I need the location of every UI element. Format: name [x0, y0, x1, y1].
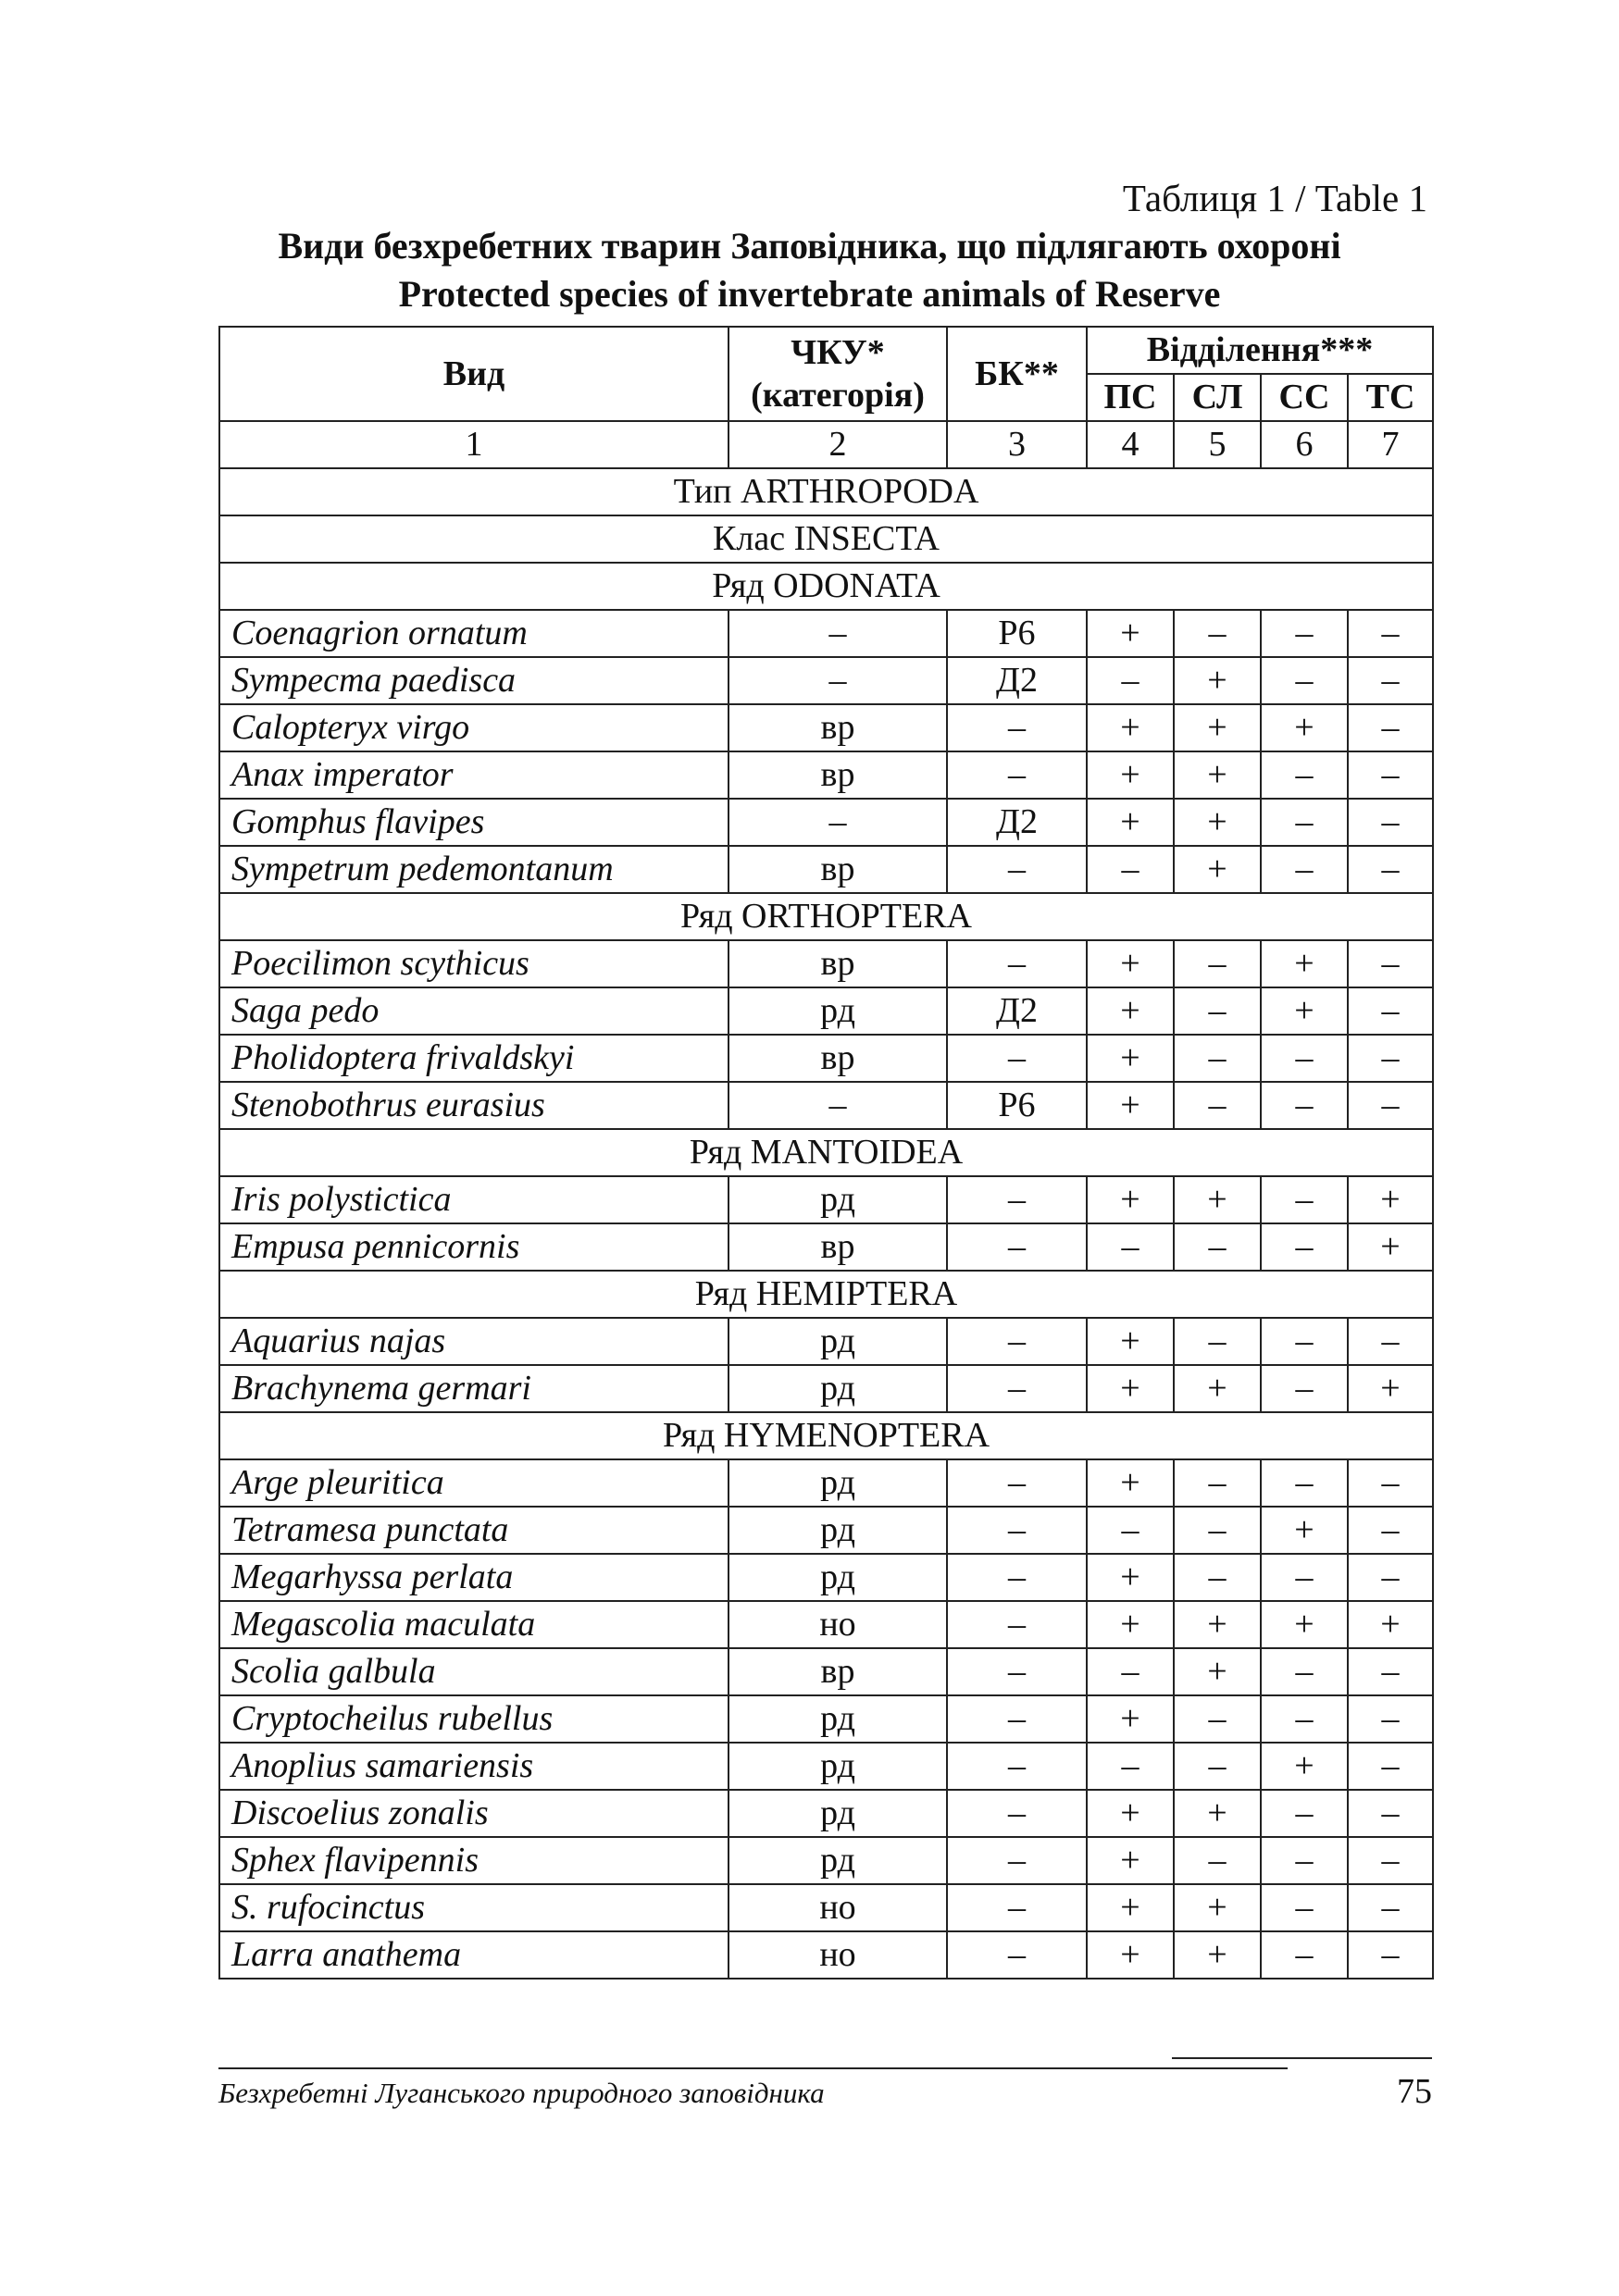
taxon-group-label: Ряд ODONATA	[219, 563, 1433, 610]
taxon-group-label: Клас INSECTA	[219, 515, 1433, 563]
dept-ps: +	[1087, 751, 1174, 799]
cku-category: вр	[729, 704, 947, 751]
species-name: Gomphus flavipes	[219, 799, 729, 846]
species-row	[219, 1648, 1433, 1695]
dept-ts: +	[1348, 1176, 1433, 1223]
dept-ss: –	[1261, 1365, 1348, 1412]
dept-ss: –	[1261, 1790, 1348, 1837]
species-row	[219, 1837, 1433, 1884]
bk-category: –	[947, 1507, 1087, 1554]
species-name: Iris polystictica	[219, 1176, 729, 1223]
dept-ss: –	[1261, 1459, 1348, 1507]
footer-rule	[218, 2067, 1288, 2069]
dept-sl: –	[1174, 1459, 1261, 1507]
taxon-group-row	[219, 563, 1433, 610]
dept-sl: –	[1174, 940, 1261, 987]
species-row	[219, 1223, 1433, 1271]
cku-category: вр	[729, 846, 947, 893]
header-bk: БК**	[947, 327, 1087, 421]
dept-ss: –	[1261, 1223, 1348, 1271]
species-row	[219, 1554, 1433, 1601]
species-name: Empusa pennicornis	[219, 1223, 729, 1271]
bk-category: –	[947, 751, 1087, 799]
dept-ts: –	[1348, 1648, 1433, 1695]
bk-category: –	[947, 1601, 1087, 1648]
header-dept-ss: СС	[1261, 374, 1348, 421]
dept-ss: +	[1261, 987, 1348, 1035]
dept-ps: –	[1087, 1648, 1174, 1695]
species-name: Saga pedo	[219, 987, 729, 1035]
species-name: Sympetrum pedemontanum	[219, 846, 729, 893]
header-cku-line1: ЧКУ*	[791, 333, 885, 372]
dept-ss: –	[1261, 1035, 1348, 1082]
dept-ps: +	[1087, 940, 1174, 987]
dept-sl: +	[1174, 1648, 1261, 1695]
dept-ps: +	[1087, 1365, 1174, 1412]
dept-sl: +	[1174, 1176, 1261, 1223]
bk-category: –	[947, 1884, 1087, 1931]
dept-ps: +	[1087, 1459, 1174, 1507]
bk-category: –	[947, 704, 1087, 751]
cku-category: но	[729, 1601, 947, 1648]
dept-sl: –	[1174, 1695, 1261, 1743]
header-dept-ts: ТС	[1348, 374, 1433, 421]
dept-ts: –	[1348, 846, 1433, 893]
column-number: 3	[947, 421, 1087, 468]
dept-ps: +	[1087, 987, 1174, 1035]
footer-rule-short	[1172, 2057, 1432, 2059]
cku-category: рд	[729, 987, 947, 1035]
dept-sl: +	[1174, 1931, 1261, 1979]
cku-category: вр	[729, 1035, 947, 1082]
taxon-group-row	[219, 1129, 1433, 1176]
taxon-group-row	[219, 468, 1433, 515]
dept-ts: –	[1348, 1318, 1433, 1365]
species-row	[219, 1176, 1433, 1223]
bk-category: –	[947, 1743, 1087, 1790]
taxon-group-row	[219, 1271, 1433, 1318]
bk-category: –	[947, 1176, 1087, 1223]
cku-category: вр	[729, 1223, 947, 1271]
dept-ps: +	[1087, 1318, 1174, 1365]
species-name: S. rufocinctus	[219, 1884, 729, 1931]
species-row	[219, 704, 1433, 751]
cku-category: рд	[729, 1507, 947, 1554]
cku-category: –	[729, 610, 947, 657]
taxon-group-label: Ряд HEMIPTERA	[219, 1271, 1433, 1318]
dept-ps: +	[1087, 1176, 1174, 1223]
species-name: Cryptocheilus rubellus	[219, 1695, 729, 1743]
species-row	[219, 610, 1433, 657]
bk-category: –	[947, 1459, 1087, 1507]
dept-sl: +	[1174, 846, 1261, 893]
dept-ps: –	[1087, 657, 1174, 704]
taxon-group-row	[219, 1412, 1433, 1459]
dept-ps: +	[1087, 1695, 1174, 1743]
bk-category: –	[947, 1035, 1087, 1082]
dept-ts: +	[1348, 1223, 1433, 1271]
dept-ts: –	[1348, 1554, 1433, 1601]
species-row	[219, 987, 1433, 1035]
dept-sl: –	[1174, 1223, 1261, 1271]
species-row	[219, 1884, 1433, 1931]
cku-category: –	[729, 1082, 947, 1129]
column-number: 1	[219, 421, 729, 468]
taxon-group-row	[219, 893, 1433, 940]
dept-ps: +	[1087, 1931, 1174, 1979]
species-table-body	[219, 327, 1433, 1979]
dept-ts: –	[1348, 704, 1433, 751]
species-row	[219, 657, 1433, 704]
cku-category: рд	[729, 1695, 947, 1743]
cku-category: –	[729, 657, 947, 704]
species-name: Sympecma paedisca	[219, 657, 729, 704]
bk-category: Д2	[947, 799, 1087, 846]
cku-category: вр	[729, 940, 947, 987]
species-row	[219, 1035, 1433, 1082]
column-number: 7	[1348, 421, 1433, 468]
species-name: Poecilimon scythicus	[219, 940, 729, 987]
bk-category: Р6	[947, 610, 1087, 657]
dept-ps: +	[1087, 704, 1174, 751]
dept-ss: –	[1261, 1884, 1348, 1931]
dept-sl: –	[1174, 610, 1261, 657]
cku-category: но	[729, 1931, 947, 1979]
dept-ts: –	[1348, 1459, 1433, 1507]
species-row	[219, 1459, 1433, 1507]
dept-ss: –	[1261, 1695, 1348, 1743]
cku-category: –	[729, 799, 947, 846]
taxon-group-label: Ряд ORTHOPTERA	[219, 893, 1433, 940]
bk-category: –	[947, 940, 1087, 987]
dept-ss: –	[1261, 1837, 1348, 1884]
dept-ss: –	[1261, 751, 1348, 799]
cku-category: рд	[729, 1365, 947, 1412]
species-row	[219, 1695, 1433, 1743]
header-species: Вид	[219, 327, 729, 421]
journal-footer: Безхребетні Луганського природного заповідника	[218, 2077, 825, 2109]
species-row	[219, 1601, 1433, 1648]
taxon-group-label: Ряд HYMENOPTERA	[219, 1412, 1433, 1459]
dept-sl: –	[1174, 1082, 1261, 1129]
dept-ss: –	[1261, 610, 1348, 657]
dept-ps: +	[1087, 1837, 1174, 1884]
species-name: Sphex flavipennis	[219, 1837, 729, 1884]
dept-ts: –	[1348, 1743, 1433, 1790]
dept-ps: +	[1087, 1884, 1174, 1931]
dept-ts: –	[1348, 1837, 1433, 1884]
species-row	[219, 1790, 1433, 1837]
dept-sl: –	[1174, 1318, 1261, 1365]
dept-sl: +	[1174, 1790, 1261, 1837]
cku-category: рд	[729, 1318, 947, 1365]
dept-ts: –	[1348, 751, 1433, 799]
bk-category: Д2	[947, 987, 1087, 1035]
species-name: Stenobothrus eurasius	[219, 1082, 729, 1129]
species-name: Discoelius zonalis	[219, 1790, 729, 1837]
dept-ps: +	[1087, 1554, 1174, 1601]
dept-ss: +	[1261, 1601, 1348, 1648]
species-row	[219, 799, 1433, 846]
dept-sl: –	[1174, 1837, 1261, 1884]
dept-ss: –	[1261, 846, 1348, 893]
species-name: Anax imperator	[219, 751, 729, 799]
dept-ss: –	[1261, 799, 1348, 846]
species-name: Aquarius najas	[219, 1318, 729, 1365]
bk-category: –	[947, 1790, 1087, 1837]
column-number: 6	[1261, 421, 1348, 468]
dept-ss: +	[1261, 704, 1348, 751]
dept-ps: +	[1087, 610, 1174, 657]
bk-category: –	[947, 1648, 1087, 1695]
header-department: Відділення***	[1087, 327, 1433, 374]
cku-category: рд	[729, 1554, 947, 1601]
cku-category: но	[729, 1884, 947, 1931]
page-number: 75	[1397, 2072, 1432, 2111]
species-name: Calopteryx virgo	[219, 704, 729, 751]
cku-category: рд	[729, 1837, 947, 1884]
bk-category: –	[947, 1365, 1087, 1412]
header-cku	[729, 327, 947, 421]
dept-ss: –	[1261, 1554, 1348, 1601]
dept-ss: +	[1261, 940, 1348, 987]
dept-ss: –	[1261, 1931, 1348, 1979]
species-row	[219, 846, 1433, 893]
bk-category: –	[947, 846, 1087, 893]
header-dept-sl: СЛ	[1174, 374, 1261, 421]
dept-ss: –	[1261, 657, 1348, 704]
bk-category: –	[947, 1837, 1087, 1884]
bk-category: –	[947, 1554, 1087, 1601]
dept-sl: –	[1174, 987, 1261, 1035]
dept-ts: –	[1348, 610, 1433, 657]
species-row	[219, 1365, 1433, 1412]
cku-category: вр	[729, 1648, 947, 1695]
column-number: 5	[1174, 421, 1261, 468]
dept-ts: –	[1348, 1035, 1433, 1082]
bk-category: Р6	[947, 1082, 1087, 1129]
cku-category: рд	[729, 1743, 947, 1790]
dept-sl: +	[1174, 657, 1261, 704]
cku-category: рд	[729, 1790, 947, 1837]
header-dept-ps: ПС	[1087, 374, 1174, 421]
dept-ps: +	[1087, 1790, 1174, 1837]
dept-ts: –	[1348, 940, 1433, 987]
taxon-group-label: Тип ARTHROPODA	[219, 468, 1433, 515]
column-number-row	[219, 421, 1433, 468]
dept-ss: –	[1261, 1318, 1348, 1365]
dept-ss: +	[1261, 1743, 1348, 1790]
bk-category: –	[947, 1695, 1087, 1743]
species-name: Pholidoptera frivaldskyi	[219, 1035, 729, 1082]
cku-category: рд	[729, 1459, 947, 1507]
table-title-english: Protected species of invertebrate animals of Reserve	[398, 273, 1221, 315]
species-row	[219, 1082, 1433, 1129]
dept-ts: –	[1348, 799, 1433, 846]
dept-sl: +	[1174, 799, 1261, 846]
table-title-ukrainian: Види безхребетних тварин Заповідника, що підлягають охороні	[278, 225, 1341, 267]
header-cku-line2: (категорія)	[751, 376, 925, 415]
taxon-group-label: Ряд MANTOIDEA	[219, 1129, 1433, 1176]
dept-ps: –	[1087, 1507, 1174, 1554]
dept-ps: –	[1087, 1743, 1174, 1790]
dept-ts: +	[1348, 1601, 1433, 1648]
species-name: Scolia galbula	[219, 1648, 729, 1695]
species-row	[219, 1743, 1433, 1790]
dept-ts: –	[1348, 1082, 1433, 1129]
bk-category: –	[947, 1931, 1087, 1979]
dept-sl: –	[1174, 1554, 1261, 1601]
dept-sl: +	[1174, 1884, 1261, 1931]
species-row	[219, 940, 1433, 987]
species-row	[219, 1931, 1433, 1979]
dept-ps: +	[1087, 1082, 1174, 1129]
dept-ts: –	[1348, 657, 1433, 704]
dept-sl: –	[1174, 1035, 1261, 1082]
dept-sl: +	[1174, 1365, 1261, 1412]
species-name: Coenagrion ornatum	[219, 610, 729, 657]
species-name: Anoplius samariensis	[219, 1743, 729, 1790]
species-name: Brachynema germari	[219, 1365, 729, 1412]
dept-ps: +	[1087, 1035, 1174, 1082]
column-number: 2	[729, 421, 947, 468]
dept-ts: +	[1348, 1365, 1433, 1412]
cku-category: вр	[729, 751, 947, 799]
dept-ts: –	[1348, 1931, 1433, 1979]
species-name: Larra anathema	[219, 1931, 729, 1979]
dept-ss: +	[1261, 1507, 1348, 1554]
header-row	[219, 327, 1433, 374]
dept-ts: –	[1348, 1884, 1433, 1931]
species-name: Arge pleuritica	[219, 1459, 729, 1507]
dept-sl: +	[1174, 1601, 1261, 1648]
species-table	[218, 326, 1434, 1980]
dept-ps: –	[1087, 1223, 1174, 1271]
column-number: 4	[1087, 421, 1174, 468]
dept-ps: +	[1087, 1601, 1174, 1648]
dept-ps: –	[1087, 846, 1174, 893]
species-name: Megascolia maculata	[219, 1601, 729, 1648]
taxon-group-row	[219, 515, 1433, 563]
dept-ss: –	[1261, 1648, 1348, 1695]
bk-category: Д2	[947, 657, 1087, 704]
species-row	[219, 751, 1433, 799]
dept-ps: +	[1087, 799, 1174, 846]
dept-sl: +	[1174, 704, 1261, 751]
species-row	[219, 1507, 1433, 1554]
dept-sl: –	[1174, 1507, 1261, 1554]
dept-ts: –	[1348, 987, 1433, 1035]
bk-category: –	[947, 1318, 1087, 1365]
dept-ts: –	[1348, 1790, 1433, 1837]
species-name: Megarhyssa perlata	[219, 1554, 729, 1601]
dept-ts: –	[1348, 1695, 1433, 1743]
dept-ss: –	[1261, 1176, 1348, 1223]
species-row	[219, 1318, 1433, 1365]
table-label: Таблиця 1 / Table 1	[1122, 177, 1427, 219]
dept-sl: +	[1174, 751, 1261, 799]
dept-ss: –	[1261, 1082, 1348, 1129]
dept-sl: –	[1174, 1743, 1261, 1790]
cku-category: рд	[729, 1176, 947, 1223]
dept-ts: –	[1348, 1507, 1433, 1554]
bk-category: –	[947, 1223, 1087, 1271]
species-name: Tetramesa punctata	[219, 1507, 729, 1554]
